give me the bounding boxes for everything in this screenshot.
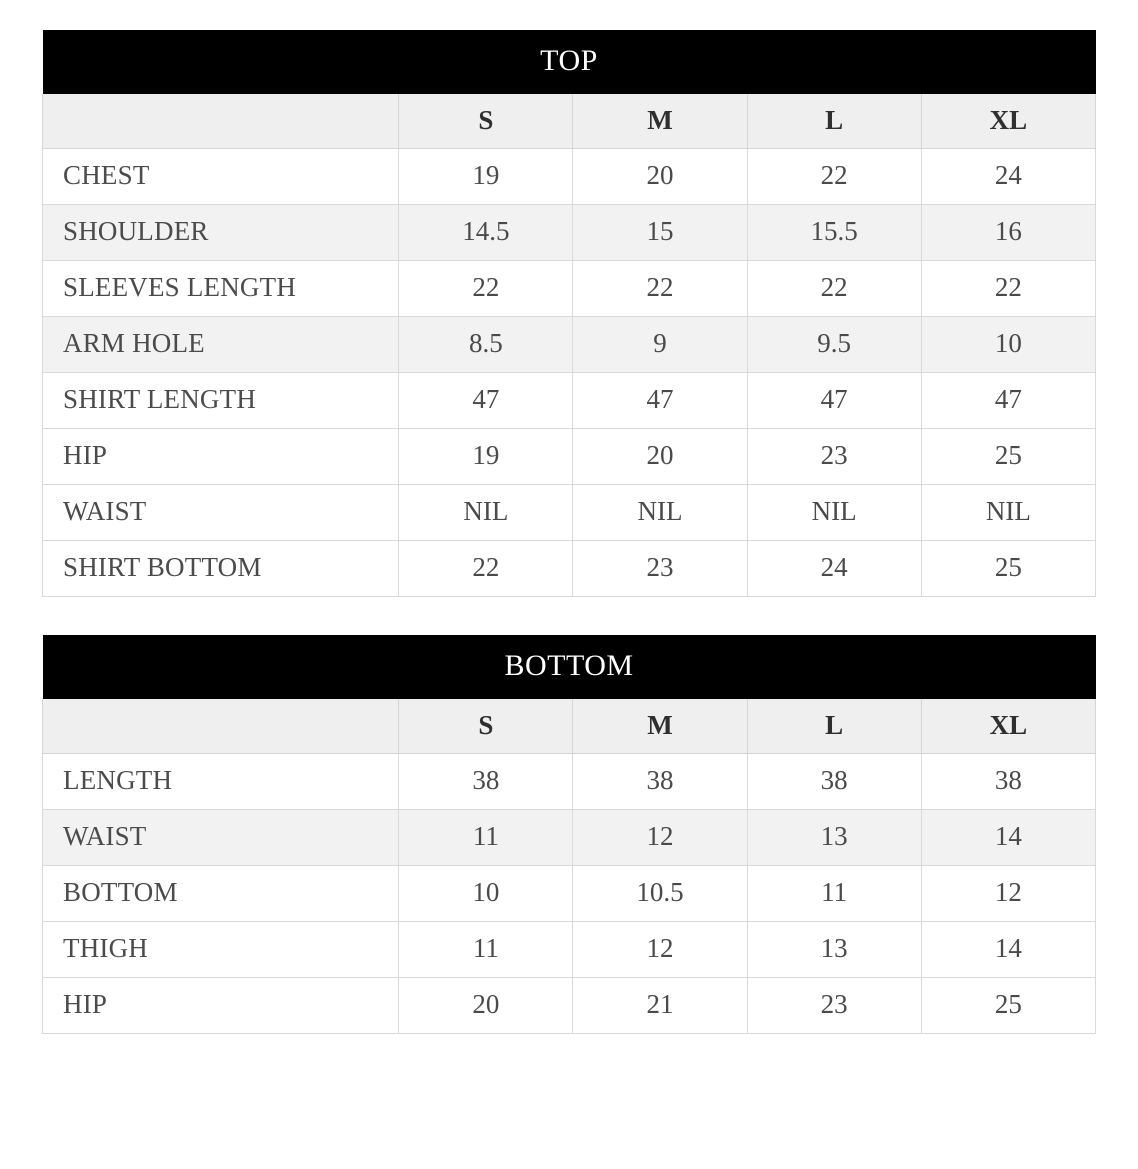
- cell-l: 23: [747, 429, 921, 485]
- cell-l: 13: [747, 922, 921, 978]
- cell-m: 22: [573, 261, 747, 317]
- cell-m: NIL: [573, 485, 747, 541]
- cell-m: 12: [573, 810, 747, 866]
- cell-xl: 25: [921, 978, 1095, 1034]
- table-title: TOP: [43, 30, 1096, 94]
- row-label: HIP: [43, 429, 399, 485]
- row-label: HIP: [43, 978, 399, 1034]
- cell-l: 23: [747, 978, 921, 1034]
- cell-l: 22: [747, 261, 921, 317]
- cell-s: 47: [399, 373, 573, 429]
- cell-s: 22: [399, 541, 573, 597]
- size-table-top: [42, 30, 1096, 597]
- table-row: [43, 317, 1096, 373]
- column-header-xl: XL: [921, 94, 1095, 149]
- table-row: [43, 261, 1096, 317]
- row-label: SHIRT LENGTH: [43, 373, 399, 429]
- column-header-s: S: [399, 699, 573, 754]
- cell-l: 24: [747, 541, 921, 597]
- row-label: ARM HOLE: [43, 317, 399, 373]
- cell-xl: 14: [921, 922, 1095, 978]
- column-header-s: S: [399, 94, 573, 149]
- table-title-row: [43, 635, 1096, 699]
- table-header-row: [43, 699, 1096, 754]
- cell-xl: 22: [921, 261, 1095, 317]
- column-header-l: L: [747, 699, 921, 754]
- table-row: [43, 866, 1096, 922]
- column-header-measurement: [43, 699, 399, 754]
- cell-m: 20: [573, 429, 747, 485]
- cell-m: 10.5: [573, 866, 747, 922]
- table-row: [43, 541, 1096, 597]
- cell-s: 19: [399, 149, 573, 205]
- cell-xl: 38: [921, 754, 1095, 810]
- row-label: SLEEVES LENGTH: [43, 261, 399, 317]
- size-table-bottom: [42, 635, 1096, 1034]
- cell-s: 11: [399, 922, 573, 978]
- cell-l: 9.5: [747, 317, 921, 373]
- cell-m: 15: [573, 205, 747, 261]
- cell-s: 11: [399, 810, 573, 866]
- cell-xl: 16: [921, 205, 1095, 261]
- cell-l: 38: [747, 754, 921, 810]
- column-header-measurement: [43, 94, 399, 149]
- column-header-m: M: [573, 94, 747, 149]
- row-label: WAIST: [43, 810, 399, 866]
- cell-xl: 12: [921, 866, 1095, 922]
- cell-l: 13: [747, 810, 921, 866]
- table-row: [43, 922, 1096, 978]
- cell-s: 20: [399, 978, 573, 1034]
- table-header-row: [43, 94, 1096, 149]
- column-header-l: L: [747, 94, 921, 149]
- cell-xl: 25: [921, 429, 1095, 485]
- cell-l: 47: [747, 373, 921, 429]
- cell-l: NIL: [747, 485, 921, 541]
- cell-xl: 14: [921, 810, 1095, 866]
- cell-s: NIL: [399, 485, 573, 541]
- table-row: [43, 810, 1096, 866]
- column-header-xl: XL: [921, 699, 1095, 754]
- cell-l: 15.5: [747, 205, 921, 261]
- table-row: [43, 205, 1096, 261]
- cell-m: 21: [573, 978, 747, 1034]
- table-title-row: [43, 30, 1096, 94]
- cell-l: 11: [747, 866, 921, 922]
- table-title: BOTTOM: [43, 635, 1096, 699]
- row-label: LENGTH: [43, 754, 399, 810]
- table-row: [43, 978, 1096, 1034]
- cell-xl: 10: [921, 317, 1095, 373]
- table-row: [43, 373, 1096, 429]
- column-header-m: M: [573, 699, 747, 754]
- cell-s: 22: [399, 261, 573, 317]
- cell-s: 10: [399, 866, 573, 922]
- cell-xl: NIL: [921, 485, 1095, 541]
- cell-m: 12: [573, 922, 747, 978]
- cell-m: 47: [573, 373, 747, 429]
- cell-s: 14.5: [399, 205, 573, 261]
- cell-m: 38: [573, 754, 747, 810]
- row-label: SHOULDER: [43, 205, 399, 261]
- table-row: [43, 754, 1096, 810]
- table-row: [43, 429, 1096, 485]
- table-row: [43, 149, 1096, 205]
- cell-xl: 47: [921, 373, 1095, 429]
- cell-m: 9: [573, 317, 747, 373]
- table-row: [43, 485, 1096, 541]
- row-label: THIGH: [43, 922, 399, 978]
- cell-l: 22: [747, 149, 921, 205]
- row-label: CHEST: [43, 149, 399, 205]
- cell-s: 8.5: [399, 317, 573, 373]
- cell-s: 19: [399, 429, 573, 485]
- cell-xl: 25: [921, 541, 1095, 597]
- row-label: WAIST: [43, 485, 399, 541]
- cell-s: 38: [399, 754, 573, 810]
- cell-m: 20: [573, 149, 747, 205]
- cell-m: 23: [573, 541, 747, 597]
- cell-xl: 24: [921, 149, 1095, 205]
- row-label: SHIRT BOTTOM: [43, 541, 399, 597]
- row-label: BOTTOM: [43, 866, 399, 922]
